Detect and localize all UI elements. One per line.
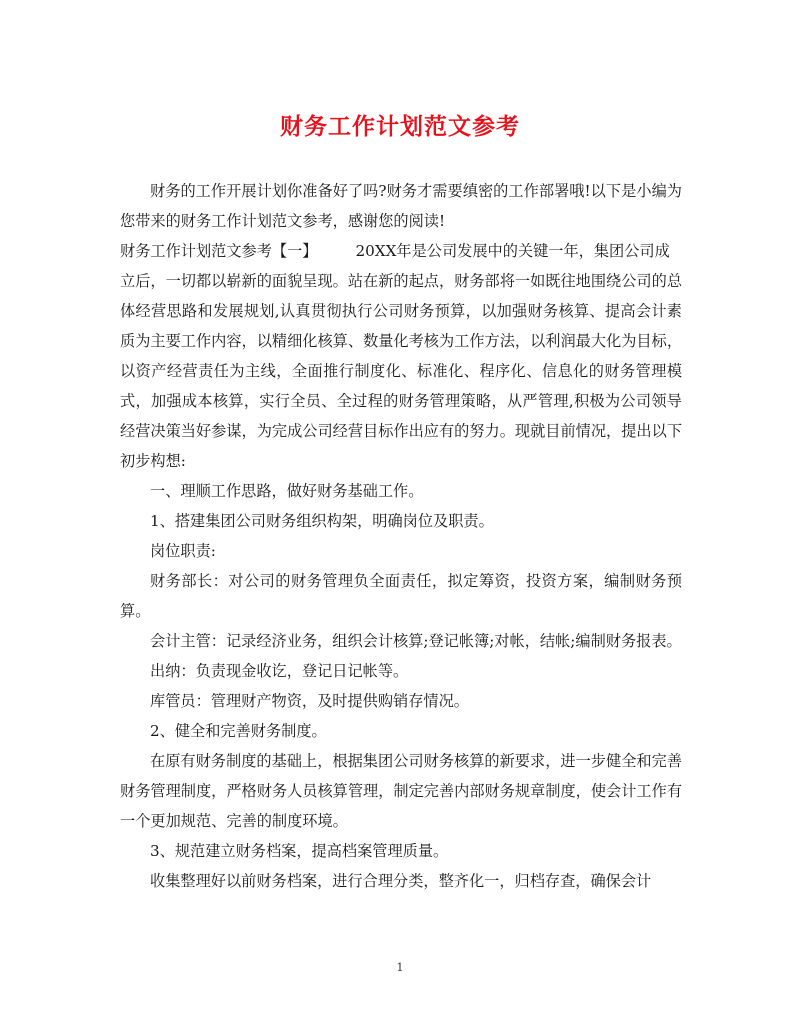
document-title: 财务工作计划范文参考 — [280, 114, 520, 140]
intro-paragraph: 财务的工作开展计划你准备好了吗?财务才需要缜密的工作部署哦!以下是小编为您带来的财务工作计划范文参考，感谢您的阅读! — [120, 182, 682, 230]
document-body — [120, 176, 682, 896]
paragraph-4: 财务部长：对公司的财务管理负全面责任，拟定筹资，投资方案，编制财务预算。 — [120, 572, 682, 620]
paragraph-9: 在原有财务制度的基础上，根据集团公司财务核算的新要求，进一步健全和完善财务管理制度，严格财务人员核算管理，制定完善内部财务规章制度，使会计工作有一个更加规范、完善的制度环境。 — [120, 752, 682, 830]
paragraph-5: 会计主管：记录经济业务，组织会计核算;登记帐簿;对帐，结帐;编制财务报表。 — [150, 632, 682, 650]
paragraph-1: 一、理顺工作思路，做好财务基础工作。 — [150, 482, 424, 500]
paragraph-6: 出纳：负责现金收讫，登记日记帐等。 — [150, 662, 409, 680]
section-heading-line — [120, 236, 682, 266]
paragraph-11: 收集整理好以前财务档案，进行合理分类，整齐化一，归档存查，确保会计 — [150, 872, 652, 890]
paragraph-7: 库管员：管理财产物资，及时提供购销存情况。 — [150, 692, 469, 710]
page-number: 1 — [396, 961, 404, 974]
section-heading: 财务工作计划范文参考【一】 — [120, 242, 318, 260]
paragraph-3: 岗位职责: — [150, 542, 216, 560]
section-paragraph: 立后，一切都以崭新的面貌呈现。站在新的起点，财务部将一如既往地围绕公司的总体经营思路和发展规划,认真贯彻执行公司财务预算，以加强财务核算、提高会计素质为主要工作内容，以精细化核算、数量化考核为工作方法，以利润最大化为目标，以资产经营责任为主线，全面推行制度化、标准化、程序化、信息化的财务管理模式，加强成本核算，实行全员、全过程的财务管理策略，从严管理,积极为公司领导经营决策当好参谋，为完成公司经营目标作出应有的努力。现就目前情况，提出以下初步构想: — [120, 272, 682, 470]
paragraph-8: 2、健全和完善财务制度。 — [150, 722, 327, 740]
section-first-text: 20XX年是公司发展中的关键一年，集团公司成 — [355, 242, 670, 260]
paragraph-2: 1、搭建集团公司财务组织构架，明确岗位及职责。 — [150, 512, 494, 530]
paragraph-10: 3、规范建立财务档案，提高档案管理质量。 — [150, 842, 449, 860]
